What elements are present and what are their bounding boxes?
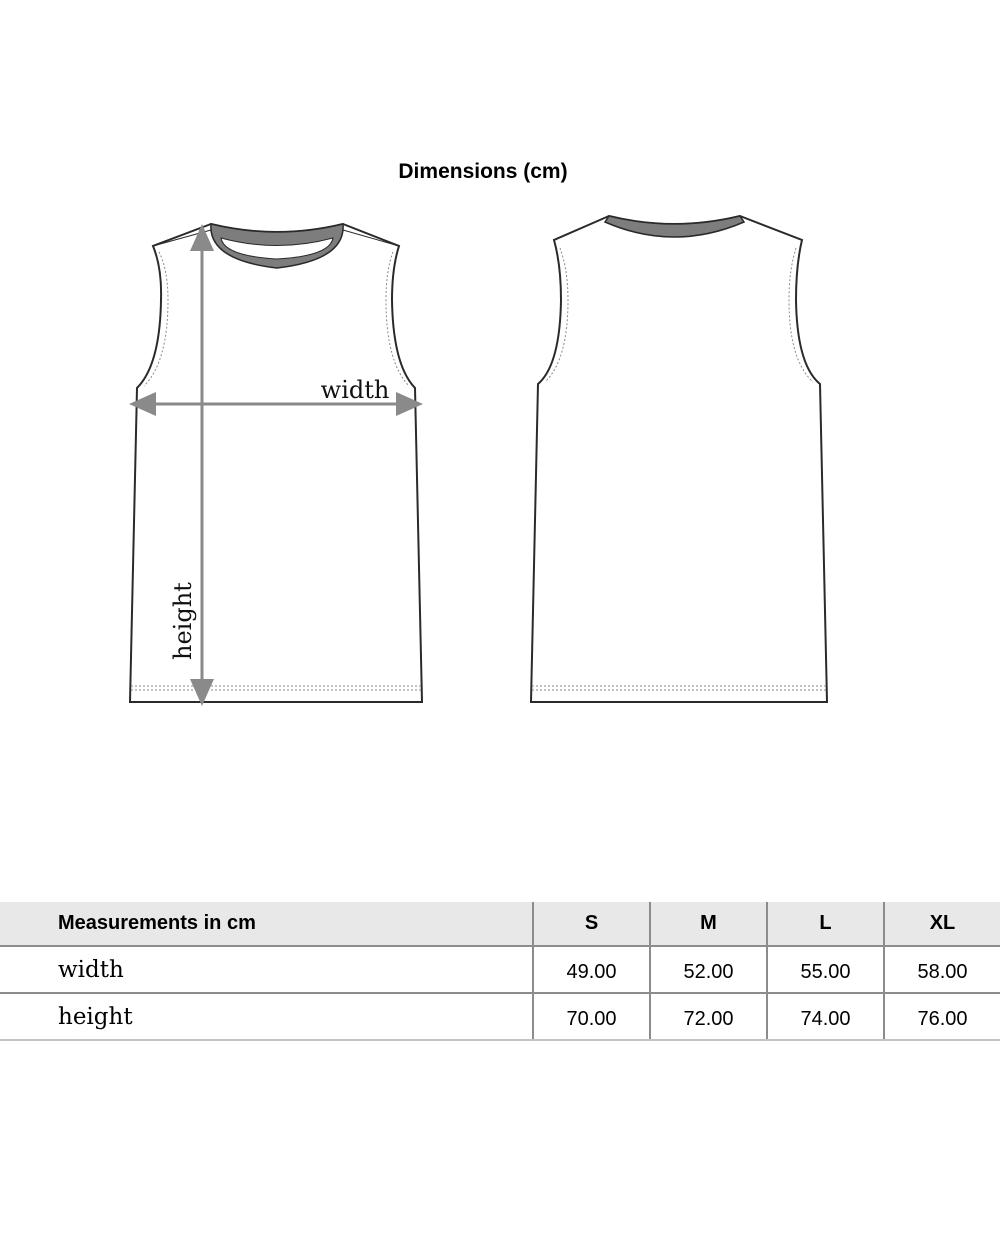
- measurements-table: [0, 902, 1000, 1041]
- size-header-xl: XL: [884, 902, 1000, 946]
- row-label-height: height: [0, 993, 533, 1040]
- back-tank-top: [531, 216, 827, 702]
- dimensions-title: Dimensions (cm): [398, 160, 568, 183]
- back-body-outline: [531, 216, 827, 702]
- width-value-xl: 58.00: [884, 946, 1000, 993]
- size-header-m: M: [650, 902, 767, 946]
- width-label: width: [320, 376, 390, 404]
- height-label: height: [169, 582, 197, 660]
- table-header-row: [0, 902, 1000, 946]
- width-value-l: 55.00: [767, 946, 884, 993]
- width-value-m: 52.00: [650, 946, 767, 993]
- table-row-width: [0, 946, 1000, 993]
- row-label-width: width: [0, 946, 533, 993]
- front-tank-top: [130, 224, 422, 702]
- height-value-m: 72.00: [650, 993, 767, 1040]
- size-header-s: S: [533, 902, 650, 946]
- height-value-s: 70.00: [533, 993, 650, 1040]
- height-value-xl: 76.00: [884, 993, 1000, 1040]
- table-header-label: Measurements in cm: [0, 902, 533, 946]
- size-header-l: L: [767, 902, 884, 946]
- height-value-l: 74.00: [767, 993, 884, 1040]
- width-value-s: 49.00: [533, 946, 650, 993]
- table-row-height: [0, 993, 1000, 1040]
